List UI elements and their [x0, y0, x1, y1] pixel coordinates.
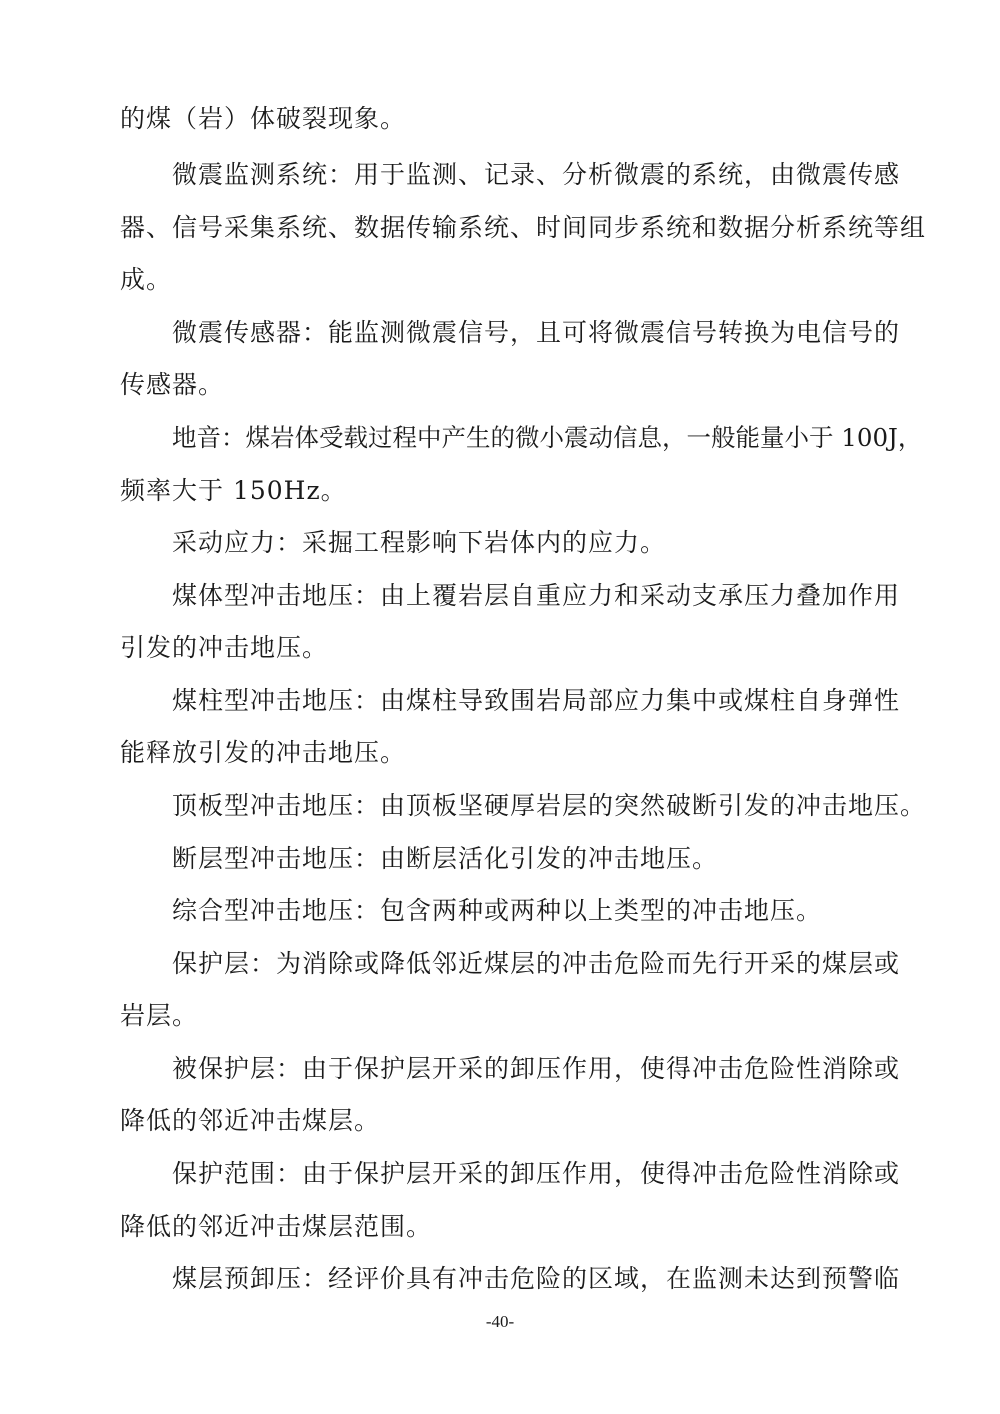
text-line: 微震监测系统：用于监测、记录、分析微震的系统，由微震传感: [172, 160, 901, 189]
page-number: -40-: [485, 1312, 515, 1331]
text-line: 煤体型冲击地压：由上覆岩层自重应力和采动支承压力叠加作用: [172, 581, 901, 610]
text-line: 被保护层：由于保护层开采的卸压作用，使得冲击危险性消除或: [172, 1054, 901, 1083]
text-line: 煤柱型冲击地压：由煤柱导致围岩局部应力集中或煤柱自身弹性: [172, 686, 901, 715]
text-line: 的煤（岩）体破裂现象。: [120, 104, 407, 133]
text-line: 保护范围：由于保护层开采的卸压作用，使得冲击危险性消除或: [172, 1159, 901, 1188]
text-line: 传感器。: [120, 370, 225, 399]
text-line: 频率大于 150Hz。: [120, 476, 347, 505]
text-line: 顶板型冲击地压：由顶板坚硬厚岩层的突然破断引发的冲击地压。: [172, 791, 927, 820]
text-line: 器、信号采集系统、数据传输系统、时间同步系统和数据分析系统等组: [120, 213, 927, 242]
text-line: 成。: [120, 265, 173, 294]
text-line: 微震传感器：能监测微震信号，且可将微震信号转换为电信号的: [172, 318, 901, 347]
text-line: 采动应力：采掘工程影响下岩体内的应力。: [172, 528, 667, 557]
text-line: 岩层。: [120, 1001, 199, 1030]
text-line: 保护层：为消除或降低邻近煤层的冲击危险而先行开采的煤层或: [172, 949, 901, 978]
text-line: 引发的冲击地压。: [120, 633, 329, 662]
text-line: 综合型冲击地压：包含两种或两种以上类型的冲击地压。: [172, 896, 823, 925]
text-line: 地音：煤岩体受载过程中产生的微小震动信息，一般能量小于 100J，: [172, 423, 923, 452]
text-line: 煤层预卸压：经评价具有冲击危险的区域，在监测未达到预警临: [172, 1264, 901, 1293]
text-line: 断层型冲击地压：由断层活化引发的冲击地压。: [172, 844, 719, 873]
text-line: 降低的邻近冲击煤层。: [120, 1106, 381, 1135]
text-line: 降低的邻近冲击煤层范围。: [120, 1212, 433, 1241]
text-line: 能释放引发的冲击地压。: [120, 738, 407, 767]
